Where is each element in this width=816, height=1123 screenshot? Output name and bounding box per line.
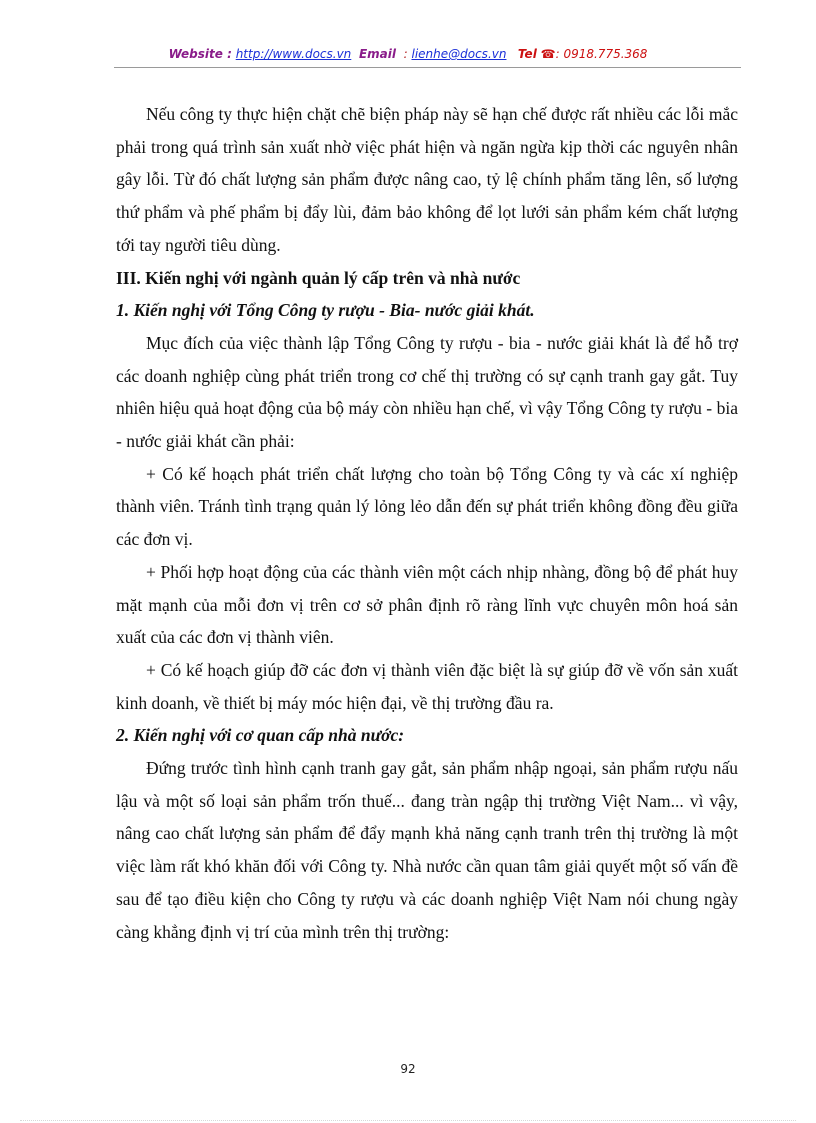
tel-label: Tel	[517, 47, 537, 61]
paragraph-intro: Nếu công ty thực hiện chặt chẽ biện pháp này sẽ hạn chế được rất nhiều các lỗi mắc phải trong quá trình sản xuất nhờ việc phát hiện và ngăn ngừa kịp thời các nguyên nhân gây lỗi. Từ đó chất lượng sản phẩm được nâng cao, tỷ lệ chính phẩm tăng lên, số lượng thứ phẩm và phế phẩm bị đẩy lùi, đảm bảo không để lọt lưới sản phẩm kém chất lượng tới tay người tiêu dùng.	[116, 104, 738, 255]
section-heading-iii: III. Kiến nghị với ngành quản lý cấp trên và nhà nước	[116, 267, 521, 288]
bullet-item-2: + Phối hợp hoạt động của các thành viên một cách nhịp nhàng, đồng bộ để phát huy mặt mạnh của mỗi đơn vị trên cơ sở phân định rõ ràng lĩnh vực chuyên môn hoá sản xuất của các đơn vị thành viên.	[116, 561, 738, 648]
email-separator: :	[403, 47, 408, 61]
page-bottom-border	[20, 1120, 796, 1121]
bullet-item-1: + Có kế hoạch phát triển chất lượng cho toàn bộ Tổng Công ty và các xí nghiệp thành viên. Tránh tình trạng quản lý lỏng lẻo dẫn đến sự phát triển không đồng đều giữa các đơn vị.	[116, 463, 738, 550]
phone-icon: ☎	[540, 47, 556, 61]
website-label: Website :	[168, 47, 232, 61]
header-divider	[114, 67, 741, 68]
paragraph-purpose: Mục đích của việc thành lập Tổng Công ty rượu - bia - nước giải khát là để hỗ trợ các doanh nghiệp cùng phát triển trong cơ chế thị trường có sự cạnh tranh gay gắt. Tuy nhiên hiệu quả hoạt động của bộ máy còn nhiều hạn chế, vì vậy Tổng Công ty rượu - bia - nước giải khát cần phải:	[116, 332, 738, 452]
subsection-heading-1: 1. Kiến nghị với Tổng Công ty rượu - Bia- nước giải khát.	[116, 300, 535, 321]
subsection-heading-2: 2. Kiến nghị với cơ quan cấp nhà nước:	[116, 725, 405, 746]
email-label: Email	[358, 47, 396, 61]
paragraph-state: Đứng trước tình hình cạnh tranh gay gắt, sản phẩm nhập ngoại, sản phẩm rượu nấu lậu và một số loại sản phẩm trốn thuế... đang tràn ngập thị trường Việt Nam... vì vậy, nâng cao chất lượng sản phẩm để đẩy mạnh khả năng cạnh tranh trên thị trường là một việc làm rất khó khăn đối với Công ty. Nhà nước cần quan tâm giải quyết một số vấn đề sau để tạo điều kiện cho Công ty rượu và các doanh nghiệp Việt Nam nói chung ngày càng khẳng định vị trí của mình trên thị trường:	[116, 758, 738, 942]
tel-number: : 0918.775.368	[555, 47, 648, 61]
document-body	[116, 98, 738, 948]
website-link[interactable]: http://www.docs.vn	[235, 47, 352, 61]
email-link[interactable]: lienhe@docs.vn	[411, 47, 507, 61]
page-number: 92	[400, 1062, 416, 1076]
bullet-item-3: + Có kế hoạch giúp đỡ các đơn vị thành viên đặc biệt là sự giúp đỡ về vốn sản xuất kinh doanh, về thiết bị máy móc hiện đại, về thị trường đầu ra.	[116, 659, 738, 713]
page-header	[0, 47, 816, 61]
